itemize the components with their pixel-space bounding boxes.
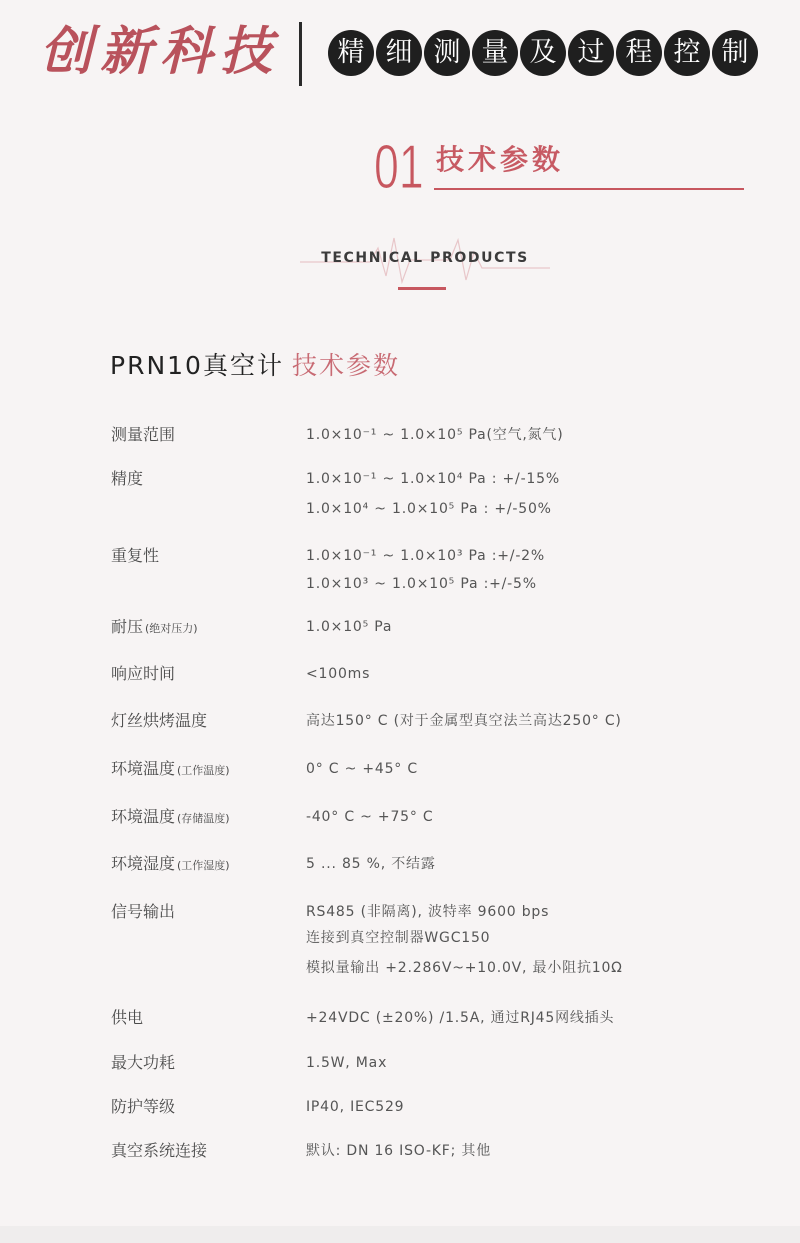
spec-value: RS485 (非隔离), 波特率 9600 bps 连接到真空控制器WGC150 模拟量输出 +2.286V~+10.0V, 最小阻抗10Ω [306,904,623,976]
spec-value: 5 ... 85 %, 不结露 [306,856,436,872]
section-underline [434,188,744,190]
spec-label: 响应时间 [111,664,176,683]
subtitle-underline [398,287,446,290]
product-title [110,348,400,384]
section-title: 技术参数 [436,143,565,176]
slogan-char: 过 [568,30,614,76]
slogan-char: 测 [424,30,470,76]
spec-label: 精度 [111,469,144,488]
spec-label: 环境温度 (存储温度) [111,807,230,826]
spec-label: 耐压 (绝对压力) [111,617,198,636]
slogan [328,30,758,76]
spec-label: 真空系统连接 [111,1141,208,1160]
brand-logo-text: 创新科技 [40,21,281,82]
spec-label: 测量范围 [111,425,176,444]
spec-value: IP40, IEC529 [306,1099,405,1115]
slogan-char: 控 [664,30,710,76]
spec-value: 1.0×10⁵ Pa [306,619,393,635]
footer-strip [0,1226,800,1243]
spec-value: 1.0×10⁻¹ ~ 1.0×10⁵ Pa(空气,氮气) [306,427,564,443]
spec-value: -40° C ~ +75° C [306,809,434,825]
spec-value: 1.0×10⁻¹ ~ 1.0×10³ Pa :+/-2% 1.0×10³ ~ 1.0×10⁵ Pa :+/-5% [306,548,545,592]
header-divider [299,22,302,86]
slogan-char: 及 [520,30,566,76]
slogan-char: 量 [472,30,518,76]
slogan-char: 细 [376,30,422,76]
slogan-char: 程 [616,30,662,76]
spec-label: 最大功耗 [111,1053,176,1072]
page-header [0,0,800,100]
section-number: 01 [374,133,424,202]
spec-label: 环境湿度 (工作湿度) [111,854,230,873]
spec-label: 环境温度 (工作温度) [111,759,230,778]
spec-value: 1.0×10⁻¹ ~ 1.0×10⁴ Pa : +/-15% 1.0×10⁴ ~ 1.0×10⁵ Pa : +/-50% [306,471,560,517]
spec-label: 供电 [111,1008,144,1027]
spec-value: +24VDC (±20%) /1.5A, 通过RJ45网线插头 [306,1010,615,1026]
spec-value: 高达150° C (对于金属型真空法兰高达250° C) [306,713,622,729]
technical-products-banner [300,230,550,292]
spec-value: 0° C ~ +45° C [306,761,418,777]
spec-label: 防护等级 [111,1097,176,1116]
spec-label: 重复性 [111,546,160,565]
slogan-char: 制 [712,30,758,76]
spec-label: 信号输出 [111,902,176,921]
spec-value: <100ms [306,666,371,682]
technical-products-label: TECHNICAL PRODUCTS [321,250,529,266]
slogan-char: 精 [328,30,374,76]
spec-value: 默认: DN 16 ISO-KF; 其他 [306,1143,492,1159]
product-model: PRN10真空计 [110,351,284,380]
spec-label: 灯丝烘烤温度 [111,711,208,730]
product-title-accent: 技术参数 [291,351,400,380]
spec-value: 1.5W, Max [306,1055,388,1071]
